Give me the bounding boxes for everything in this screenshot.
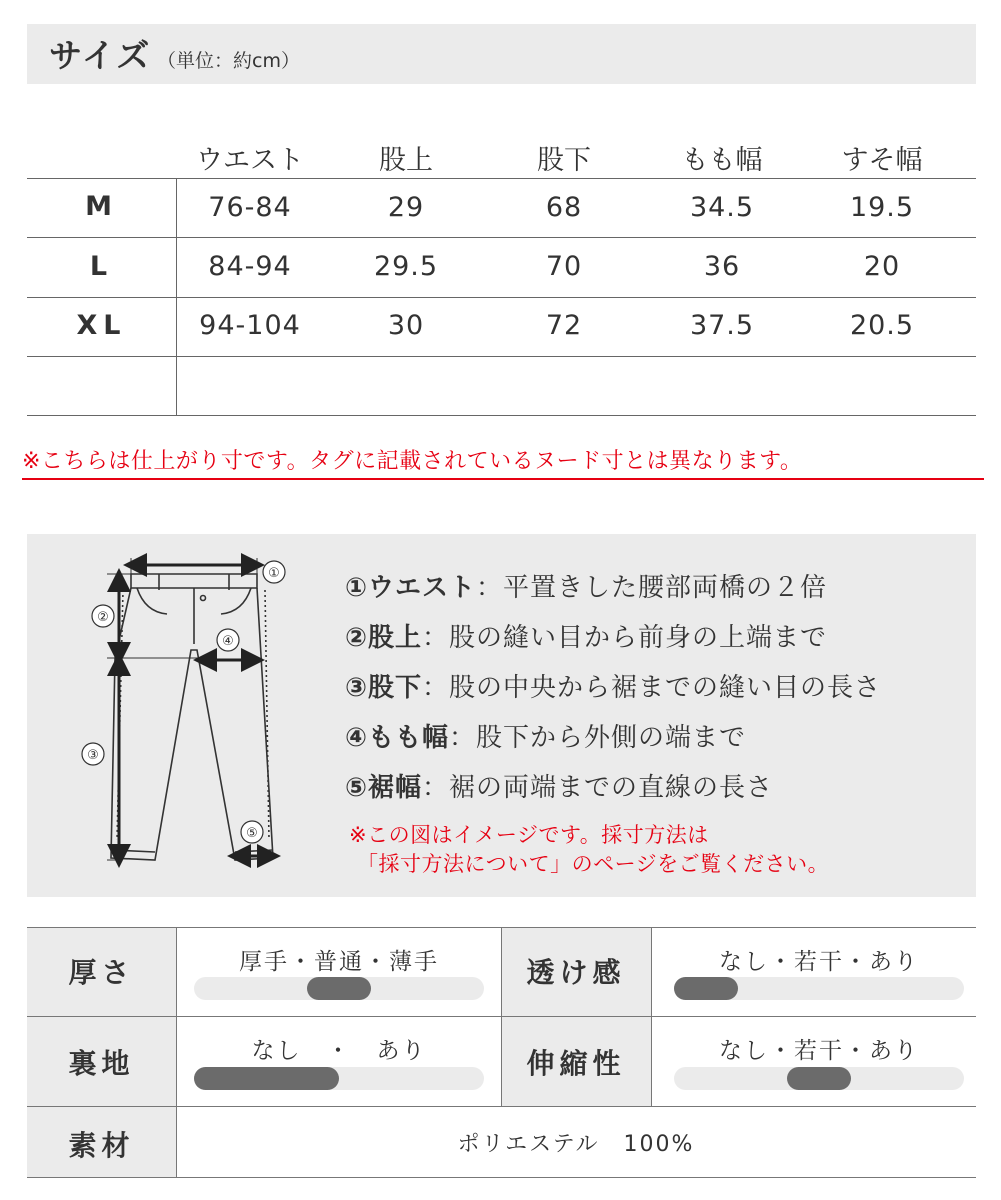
size-unit: （単位：約cm）: [157, 50, 300, 72]
spec-column-divider: [651, 927, 652, 1106]
row-label-xl: XL: [76, 310, 127, 341]
diagram-note-2: 「採寸方法について」のページをご覧ください。: [357, 852, 830, 876]
table-cell: 37.5: [689, 310, 755, 341]
size-title: サイズ: [49, 36, 152, 75]
notice-underline: [22, 478, 984, 480]
column-header-rise: 股上: [379, 145, 433, 176]
transparency-indicator: [674, 977, 738, 1000]
stretch-indicator: [787, 1067, 851, 1090]
table-cell: 84-94: [208, 251, 292, 282]
column-header-waist: ウエスト: [196, 145, 304, 176]
column-header-hem: すそ幅: [841, 145, 923, 176]
marker-2: ②: [97, 610, 109, 625]
transparency-scale: [674, 977, 964, 1000]
measure-item-waist: ①ウエスト：平置きした腰部両橋の２倍: [345, 573, 828, 603]
table-cell: 29: [387, 192, 425, 223]
marker-1: ①: [268, 566, 280, 581]
material-value: ポリエステル 100%: [457, 1132, 695, 1157]
table-divider: [27, 415, 976, 416]
measure-item-thigh: ④もも幅：股下から外側の端まで: [345, 723, 747, 753]
table-cell: 20: [863, 251, 901, 282]
lining-scale: [194, 1067, 484, 1090]
thickness-options: 厚手・普通・薄手: [239, 949, 439, 975]
row-label-l: L: [89, 251, 114, 282]
marker-4: ④: [222, 634, 234, 649]
thickness-indicator: [307, 977, 371, 1000]
size-notice: ※こちらは仕上がり寸です。タグに記載されているヌード寸とは異なります。: [22, 449, 803, 474]
table-divider: [27, 237, 976, 238]
table-cell: 30: [387, 310, 425, 341]
measure-item-inseam: ③股下：股の中央から裾までの縫い目の長さ: [345, 673, 882, 703]
stretch-options: なし・若干・あり: [719, 1038, 919, 1064]
table-cell: 68: [545, 192, 583, 223]
spec-label-stretch: 伸縮性: [526, 1047, 626, 1080]
table-cell: 76-84: [208, 192, 292, 223]
marker-3: ③: [87, 748, 99, 763]
table-divider: [27, 178, 976, 179]
spec-divider: [27, 1177, 976, 1178]
table-cell: 70: [545, 251, 583, 282]
table-cell: 34.5: [689, 192, 755, 223]
measurement-guide: [27, 534, 976, 897]
lining-indicator: [194, 1067, 339, 1090]
column-header-thigh: もも幅: [681, 145, 763, 176]
spec-label-material: 素材: [68, 1129, 135, 1162]
table-cell: 19.5: [849, 192, 915, 223]
table-divider: [27, 297, 976, 298]
pants-diagram-icon: [87, 540, 327, 870]
table-cell: 72: [545, 310, 583, 341]
stretch-scale: [674, 1067, 964, 1090]
table-cell: 29.5: [373, 251, 439, 282]
measure-item-hem: ⑤裾幅：裾の両端までの直線の長さ: [345, 773, 774, 803]
spec-label-lining: 裏地: [68, 1047, 135, 1080]
row-label-m: M: [85, 191, 118, 222]
lining-options: なし ・ あり: [251, 1038, 427, 1064]
column-header-inseam: 股下: [537, 145, 591, 176]
diagram-note-1: ※この図はイメージです。採寸方法は: [349, 823, 709, 847]
marker-5: ⑤: [246, 826, 258, 841]
spec-divider: [27, 1106, 976, 1107]
table-cell: 94-104: [199, 310, 301, 341]
table-divider: [27, 356, 976, 357]
table-cell: 20.5: [849, 310, 915, 341]
size-header-band: [27, 24, 976, 84]
material-value-cell: [176, 1127, 976, 1158]
spec-label-transparency: 透け感: [526, 956, 626, 989]
table-cell: 36: [703, 251, 741, 282]
spec-label-thickness: 厚さ: [68, 956, 135, 989]
thickness-scale: [194, 977, 484, 1000]
transparency-options: なし・若干・あり: [719, 949, 919, 975]
measure-item-rise: ②股上：股の縫い目から前身の上端まで: [345, 623, 828, 653]
